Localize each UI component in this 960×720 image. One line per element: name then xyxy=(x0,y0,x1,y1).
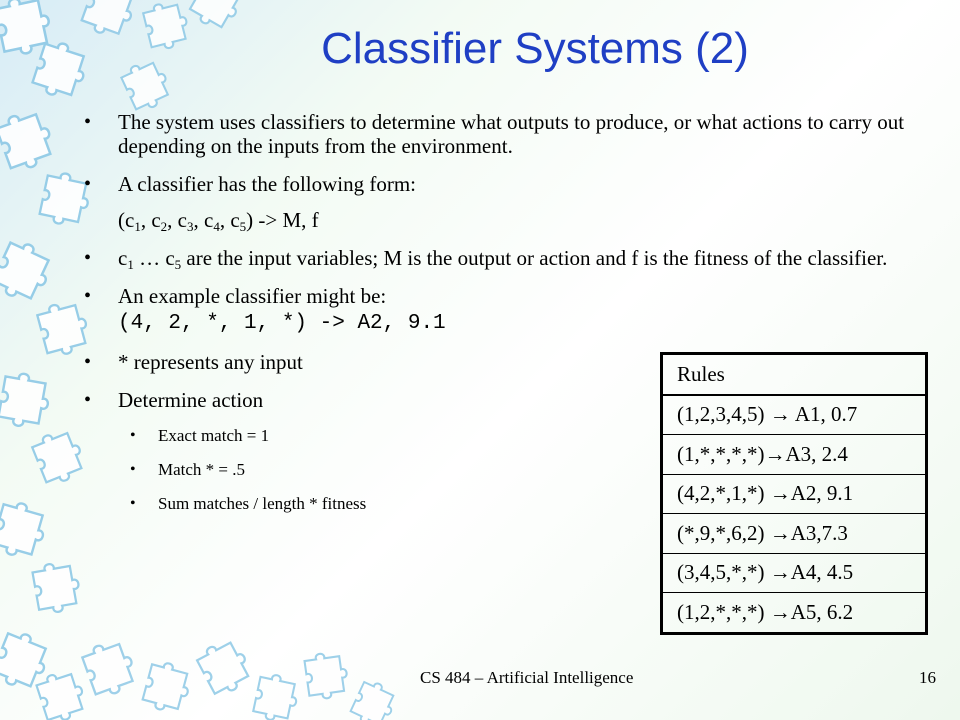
bullet-dot: • xyxy=(130,461,136,478)
bullet-text: A classifier has the following form: xyxy=(118,172,417,196)
footer-course-name: CS 484 – Artificial Intelligence xyxy=(420,668,634,687)
rules-table-header-row xyxy=(662,354,927,395)
bullet-text: Determine action xyxy=(118,388,264,412)
example-classifier-code: (4, 2, *, 1, *) -> A2, 9.1 xyxy=(118,312,446,335)
puzzle-piece-bottom-row xyxy=(80,635,399,720)
slide-title: Classifier Systems (2) xyxy=(321,24,749,73)
table-row xyxy=(662,435,927,475)
table-row xyxy=(662,474,927,514)
rule-cell: (3,4,5,*,*) →A4, 4.5 xyxy=(662,553,927,593)
bullet-dot: • xyxy=(130,495,136,512)
rule-cell: (*,9,*,6,2) →A3,7.3 xyxy=(662,514,927,554)
table-row xyxy=(662,553,927,593)
bullet-text: $c_1$ … $c_5$ are the input variables; M is the output or action and f is the fitness of the classifier. xyxy=(118,246,888,272)
bullet-dot: • xyxy=(130,427,136,444)
bullet-classifier-form-intro xyxy=(78,172,938,196)
slide-number: 16 xyxy=(919,668,936,687)
bullet-system-description xyxy=(78,110,938,158)
bullet-example-intro xyxy=(78,284,938,308)
classifier-form-formula: ($c_1$, $c_2$, $c_3$, $c_4$, $c_5) -> M$, f xyxy=(118,208,319,234)
rule-cell: (1,2,*,*,*) →A5, 6.2 xyxy=(662,593,927,634)
table-row xyxy=(662,514,927,554)
rule-cell: (4,2,*,1,*) →A2, 9.1 xyxy=(662,474,927,514)
bullet-text: An example classifier might be: xyxy=(118,284,387,308)
bullet-text: * represents any input xyxy=(118,350,303,374)
sub-bullet-text: Sum matches / length * fitness xyxy=(158,494,367,513)
bullet-dot: • xyxy=(84,285,92,307)
bullet-text: The system uses classifiers to determine what outputs to produce, or what actions to carry out depending on the inputs from the environment. xyxy=(118,110,905,158)
bullet-dot: • xyxy=(84,247,92,269)
bullet-dot: • xyxy=(84,173,92,195)
rules-table-header: Rules xyxy=(662,354,927,395)
rules-table xyxy=(660,352,928,635)
rule-cell: (1,*,*,*,*)→A3, 2.4 xyxy=(662,435,927,475)
table-row xyxy=(662,395,927,435)
bullet-dot: • xyxy=(84,111,92,133)
table-row xyxy=(662,593,927,634)
rule-cell: (1,2,3,4,5) → A1, 0.7 xyxy=(662,395,927,435)
sub-bullet-text: Match * = .5 xyxy=(158,460,246,479)
bullet-input-variables xyxy=(78,246,938,270)
bullet-dot: • xyxy=(84,389,92,411)
sub-bullet-text: Exact match = 1 xyxy=(158,426,270,445)
bullet-dot: • xyxy=(84,351,92,373)
